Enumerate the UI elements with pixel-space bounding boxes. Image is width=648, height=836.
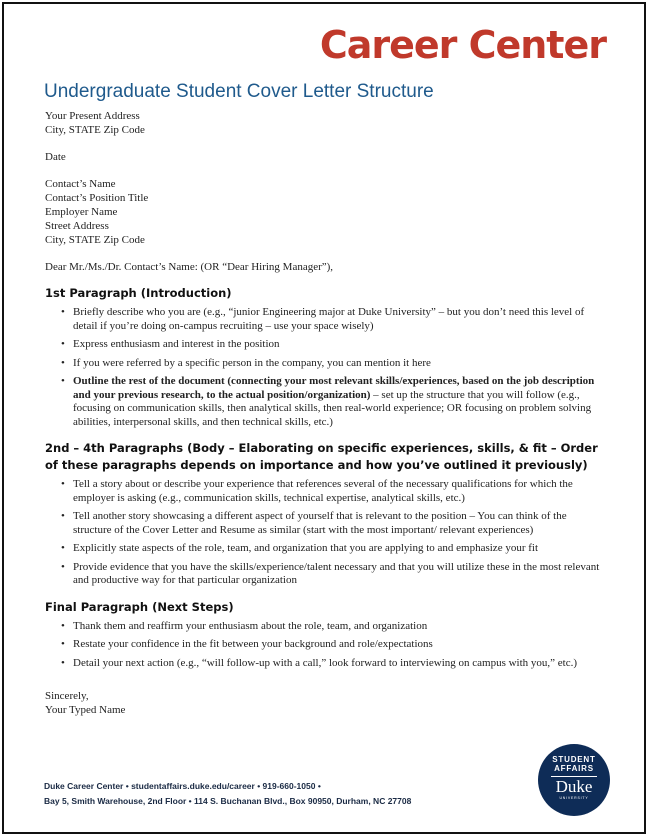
section-heading-body: 2nd – 4th Paragraphs (Body – Elaborating on specific experiences, skills, & fit – Order of these paragraphs depends on importance and how you’ve outlined it previously) — [45, 441, 598, 472]
document-title: Undergraduate Student Cover Letter Structure — [44, 81, 434, 102]
list-item: • Tell another story showcasing a different aspect of yourself that is relevant to the position – You can think of the structure of the Cover Letter and Resume as similar (start with the most important/ relevant experiences) — [61, 510, 605, 537]
footer-contact — [44, 779, 411, 809]
list-item: • Explicitly state aspects of the role, team, and organization that you are applying to and emphasize your fit — [61, 542, 605, 556]
salutation: Dear Mr./Ms./Dr. Contact’s Name: (OR “Dear Hiring Manager”), — [45, 261, 334, 273]
letter-body — [45, 109, 605, 717]
body-list — [45, 478, 605, 588]
recipient-line: City, STATE Zip Code — [45, 234, 145, 246]
recipient-address — [45, 177, 605, 247]
list-item: • Provide evidence that you have the skills/experience/talent necessary and that you will utilize these in the most relevant and productive way for that particular organization — [61, 561, 605, 588]
list-item: • Thank them and reaffirm your enthusiasm about the role, team, and organization — [61, 620, 605, 634]
seal-line: STUDENT — [552, 755, 596, 764]
recipient-line: Contact’s Name — [45, 178, 116, 190]
sender-line: City, STATE Zip Code — [45, 124, 145, 136]
footer-line: Bay 5, Smith Warehouse, 2nd Floor • 114 S. Buchanan Blvd., Box 90950, Durham, NC 27708 — [44, 796, 412, 806]
list-item: • Briefly describe who you are (e.g., “junior Engineering major at Duke University” – but you don’t need this level of detail if you’re doing on-campus recruiting – use your space wisely) — [61, 306, 605, 333]
closing-line: Sincerely, — [45, 690, 89, 702]
closing — [45, 689, 605, 717]
section-heading-introduction: 1st Paragraph (Introduction) — [45, 286, 232, 300]
section-heading-next-steps: Final Paragraph (Next Steps) — [45, 599, 234, 614]
list-item: • Tell a story about or describe your experience that references several of the necessary qualifications for which the employer is asking (e.g., communication skills, technical expertise, analytical skills, etc.) — [61, 478, 605, 505]
closing-line: Your Typed Name — [45, 704, 126, 716]
recipient-line: Contact’s Position Title — [45, 192, 149, 204]
seal-line: AFFAIRS — [554, 764, 594, 773]
sender-address — [45, 109, 605, 137]
seal-subtitle: UNIVERSITY — [559, 796, 589, 800]
list-item-text: – set up the structure that you will follow (e.g., focusing on communication skills, then analytical skills, then real-world experience; OR focusing on problem solving abilities, interpersonal skills, and then technical skills, etc.) — [73, 388, 592, 428]
list-item-bold: Outline the rest of the document (connecting your most relevant skills/experiences, based on the job description and your previous research, to the actual position/organization) — [73, 375, 595, 401]
career-center-logo: Career Center — [319, 23, 606, 67]
date-line: Date — [45, 151, 66, 163]
list-item: • If you were referred by a specific person in the company, you can mention it here — [61, 357, 605, 371]
recipient-line: Employer Name — [45, 206, 118, 218]
list-item: • Restate your confidence in the fit between your background and role/expectations — [61, 638, 605, 652]
list-item: • Detail your next action (e.g., “will follow-up with a call,” look forward to interviewing on campus with you,” etc.) — [61, 657, 605, 671]
sender-line: Your Present Address — [45, 110, 140, 122]
recipient-line: Street Address — [45, 220, 109, 232]
next-steps-list — [45, 620, 605, 671]
list-item — [61, 375, 605, 429]
footer-line: Duke Career Center • studentaffairs.duke.edu/career • 919-660-1050 • — [44, 781, 321, 791]
list-item: • Express enthusiasm and interest in the position — [61, 338, 605, 352]
introduction-list — [45, 306, 605, 429]
page — [2, 2, 646, 834]
seal-name: Duke — [555, 777, 593, 796]
student-affairs-seal — [538, 744, 610, 816]
